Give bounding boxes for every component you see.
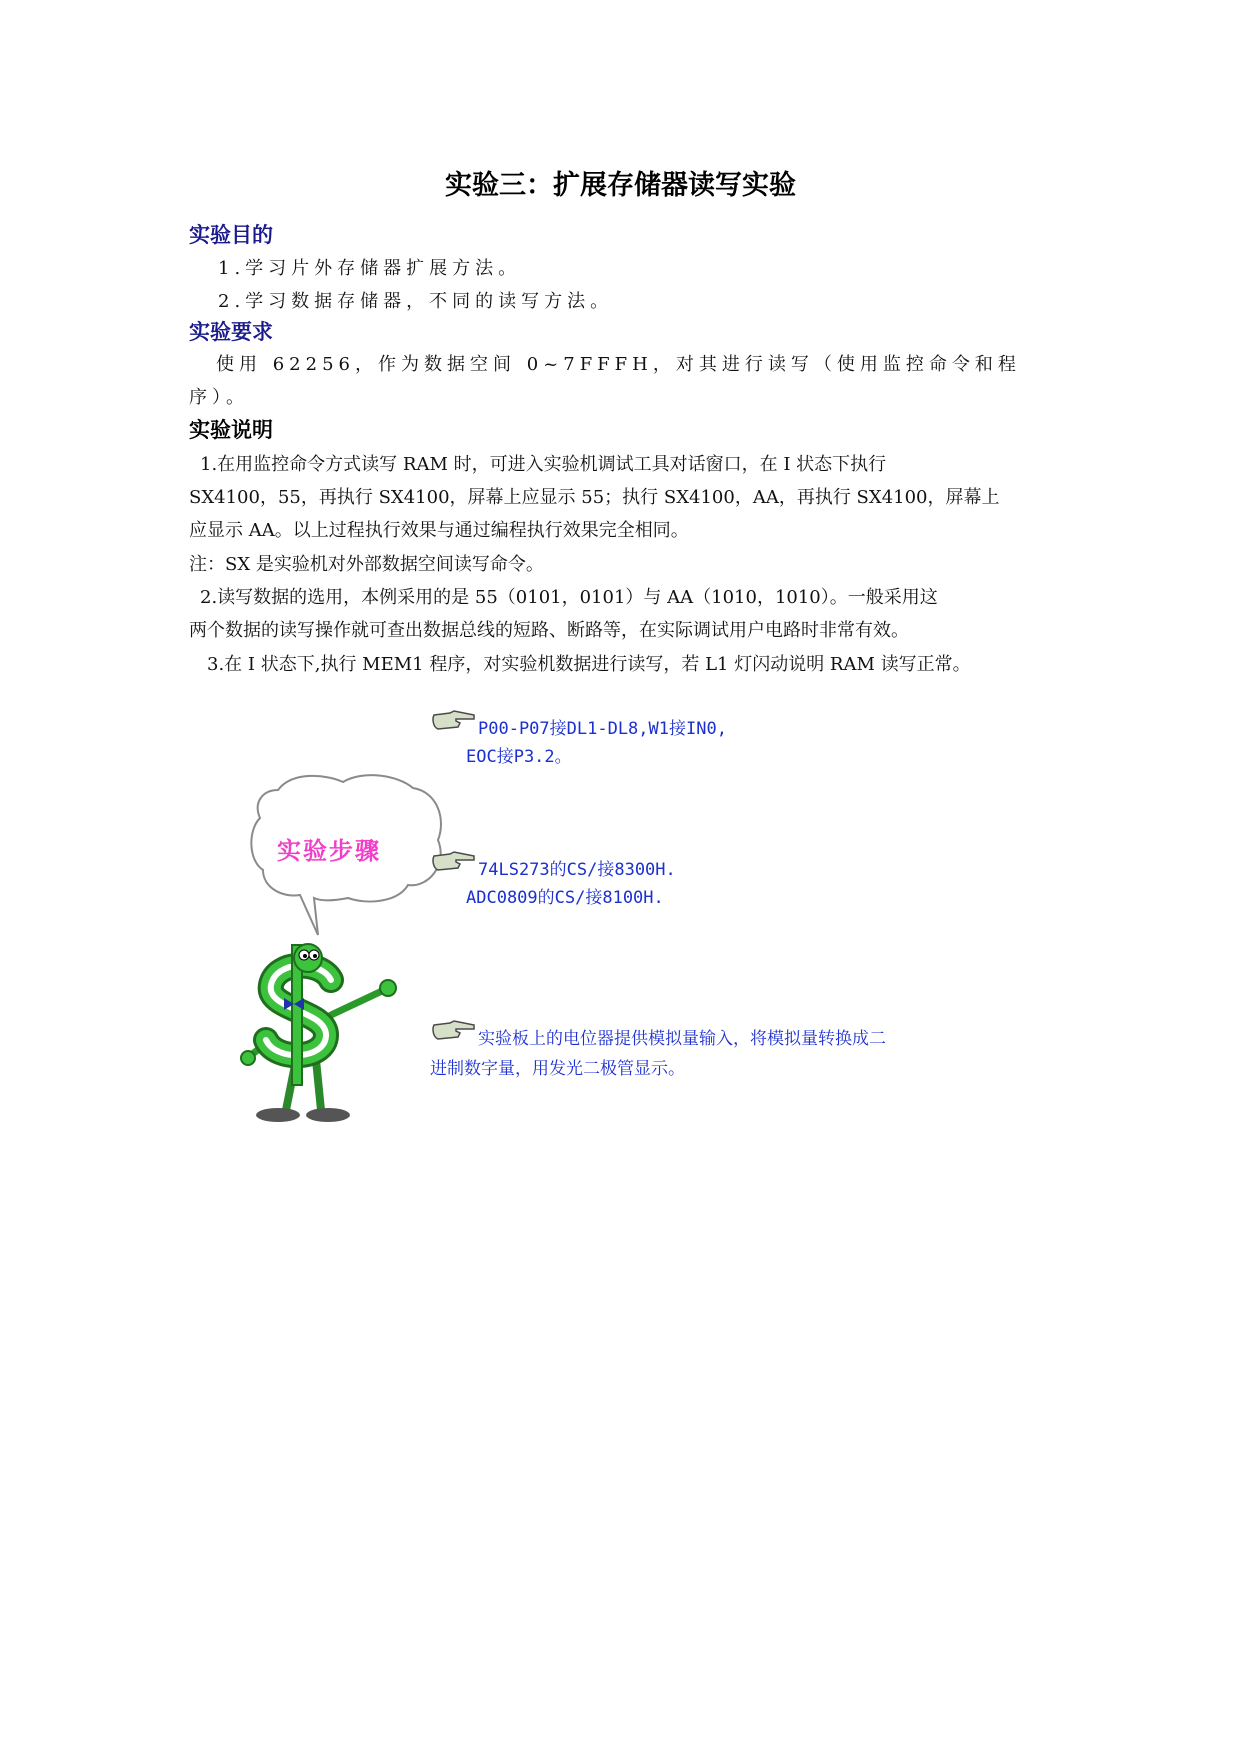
purpose-line-1: 1.学习片外存储器扩展方法。: [218, 258, 522, 279]
requirements-line-1: 使用 62256，作为数据空间 0~7FFFH，对其进行读写（使用监控命令和程: [216, 354, 1021, 375]
step-2-line-1: 74LS273的CS/接8300H.: [478, 860, 676, 880]
purpose-line-2: 2.学习数据存储器，不同的读写方法。: [218, 291, 614, 312]
step-3-line-1: 实验板上的电位器提供模拟量输入，将模拟量转换成二: [478, 1029, 886, 1049]
description-line-3: 应显示 AA。以上过程执行效果与通过编程执行效果完全相同。: [189, 520, 689, 541]
step-2-line-2: ADC0809的CS/接8100H.: [466, 888, 664, 908]
step-3-line-2: 进制数字量，用发光二极管显示。: [430, 1059, 685, 1079]
bubble-label: 实验步骤: [277, 837, 381, 865]
description-line-5: 两个数据的读写操作就可查出数据总线的短路、断路等，在实际调试用户电路时非常有效。: [189, 620, 909, 641]
description-line-6: 3.在 I 状态下,执行 MEM1 程序，对实验机数据进行读写，若 L1 灯闪动说明 RAM 读写正常。: [207, 654, 971, 675]
step-1-line-2: EOC接P3.2。: [466, 747, 572, 767]
description-line-4: 2.读写数据的选用，本例采用的是 55（0101，0101）与 AA（1010，1010）。一般采用这: [200, 587, 938, 608]
page-title: 实验三：扩展存储器读写实验: [445, 170, 796, 201]
pointing-hand-icon: [430, 707, 478, 733]
section-heading-purpose: 实验目的: [189, 223, 273, 247]
description-line-1: 1.在用监控命令方式读写 RAM 时，可进入实验机调试工具对话窗口，在 I 状态下执行: [200, 454, 887, 475]
pointing-hand-icon: [430, 848, 478, 874]
description-line-2: SX4100，55，再执行 SX4100，屏幕上应显示 55；执行 SX4100，AA，再执行 SX4100，屏幕上: [189, 487, 1000, 508]
section-heading-description: 实验说明: [189, 418, 273, 442]
section-heading-requirements: 实验要求: [189, 320, 273, 344]
pointing-hand-icon: [430, 1017, 478, 1043]
dollar-mascot-icon: [236, 940, 406, 1130]
step-1-line-1: P00-P07接DL1-DL8,W1接IN0,: [478, 719, 727, 739]
requirements-line-2: 序）。: [189, 387, 249, 408]
description-note: 注：SX 是实验机对外部数据空间读写命令。: [189, 554, 544, 575]
